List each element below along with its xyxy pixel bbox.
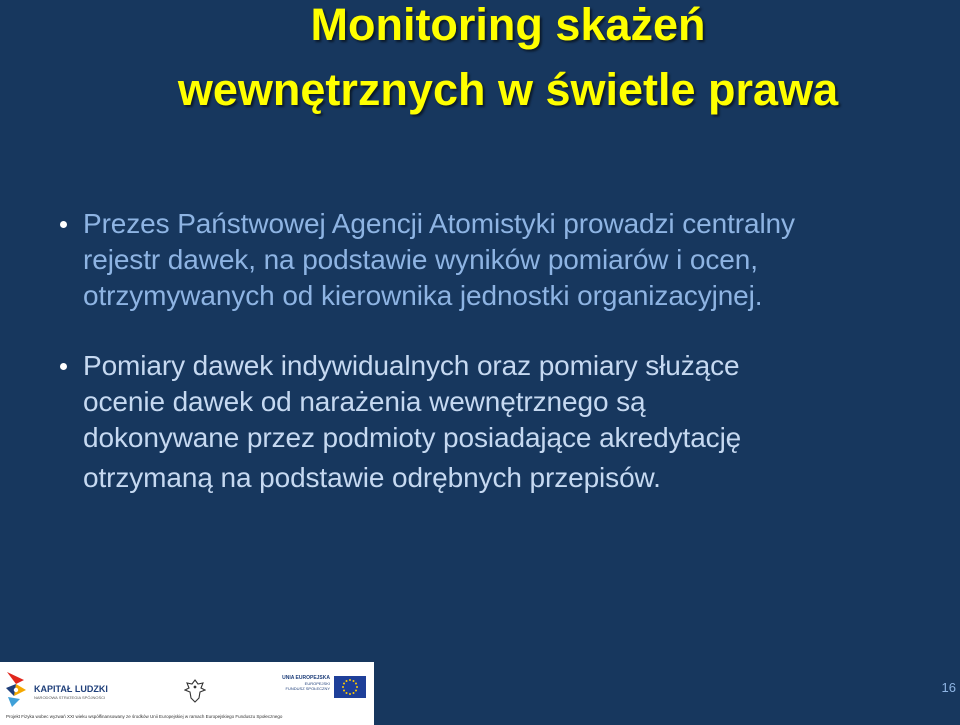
- kapital-ludzki-subtitle: NARODOWA STRATEGIA SPÓJNOŚCI: [34, 695, 106, 700]
- bullet-item-1: [58, 206, 953, 314]
- eu-subtitle-2: FUNDUSZ SPOŁECZNY: [285, 686, 330, 691]
- eu-label: [282, 676, 330, 691]
- page-number: 16: [941, 680, 956, 695]
- bullet-2-line-3: dokonywane przez podmioty posiadające akredytację: [83, 422, 742, 453]
- bullet-1-line-1: Prezes Państwowej Agencji Atomistyki prowadzi centralny: [83, 208, 795, 239]
- eu-title: UNIA EUROPEJSKA: [282, 675, 330, 681]
- footer-caption: Projekt Fizyka wobec wyzwań XXI wieku współfinansowany ze środków Unii Europejskiej w ramach Europejskiego Funduszu Społecznego: [6, 714, 283, 719]
- eagle-emblem-icon: [184, 678, 206, 704]
- bullet-2-line-4: otrzymaną na podstawie odrębnych przepisów.: [83, 462, 661, 493]
- footer-logo-bar: [0, 662, 374, 725]
- eu-subtitle-1: EUROPEJSKI: [304, 681, 330, 686]
- bullet-list: [58, 206, 953, 496]
- bullet-dot-icon: [60, 363, 67, 370]
- slide-title-line-1: Monitoring skażeń: [310, 0, 706, 50]
- bullet-2-line-1: Pomiary dawek indywidualnych oraz pomiary służące: [83, 350, 740, 381]
- slide-title-line-2: wewnętrznych w świetle prawa: [177, 64, 839, 115]
- bullet-2-line-2: ocenie dawek od narażenia wewnętrznego są: [83, 386, 646, 417]
- eu-flag-icon: [334, 676, 366, 698]
- kapital-ludzki-logo-icon: [4, 670, 28, 708]
- bullet-1-line-2: rejestr dawek, na podstawie wyników pomiarów i ocen,: [83, 244, 758, 275]
- slide-title: [0, 0, 960, 122]
- bullet-1-line-3: otrzymywanych od kierownika jednostki organizacyjnej.: [83, 280, 763, 311]
- kapital-ludzki-label: KAPITAŁ LUDZKI: [34, 684, 108, 694]
- bullet-dot-icon: [60, 221, 67, 228]
- bullet-item-2: [58, 348, 953, 496]
